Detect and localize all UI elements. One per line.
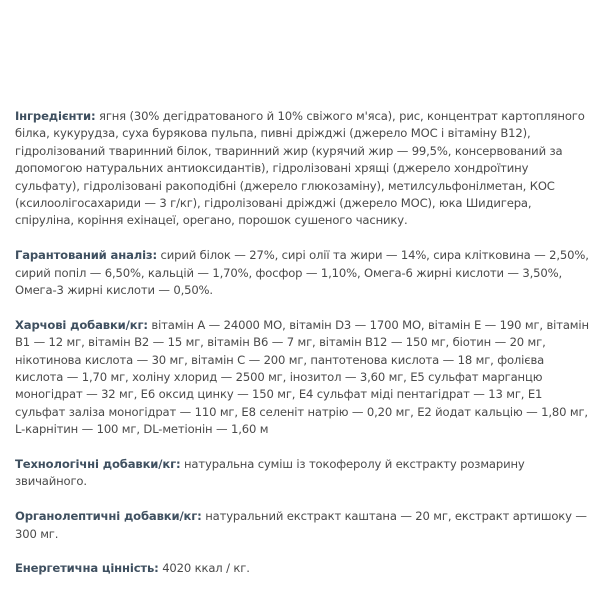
energy-value-label: Енергетична цінність: (15, 561, 159, 576)
guaranteed-analysis-paragraph (15, 247, 589, 299)
nutritional-additives-paragraph (15, 317, 589, 439)
ingredients-label: Інгредієнти: (15, 109, 96, 123)
nutritional-additives-text: вітамін A — 24000 МО, вітамін D3 — 1700 МО, вітамін E — 190 мг, вітамін В1 — 12 мг, вітамін В2 — 15 мг, вітамін В6 — 7 мг, вітамін В12 — 150 мг, біотин — 20 мг, нікотинова кислота — 30 мг, вітамін С — 200 мг, пантотенова кислота — 18 мг, фолієва кислота — 1,70 мг, холіну хлорид — 2500 мг, інозитол — 3,60 мг, E5 сульфат марганцю моногідрат — 32 мг, E6 оксид цинку — 150 мг, E4 сульфат міді пентагідрат — 13 мг, E1 сульфат заліза моногідрат — 110 мг, E8 селеніт натрію — 0,20 мг, E2 йодат кальцію — 1,80 мг, L-карнітин — 100 мг, DL-метіонін — 1,60 м (15, 317, 589, 437)
technological-additives-paragraph (15, 456, 589, 491)
product-composition (15, 108, 589, 595)
technological-additives-label: Технологічні добавки/кг: (15, 457, 181, 472)
guaranteed-analysis-label: Гарантований аналіз: (15, 248, 157, 263)
energy-value-text: 4020 ккал / кг. (158, 561, 250, 576)
energy-value-paragraph (15, 560, 589, 577)
sensory-additives-paragraph (15, 508, 589, 543)
technological-additives-text: натуральна суміш із токоферолу й екстракту розмарину звичайного. (15, 457, 525, 489)
sensory-additives-text: натуральний екстракт каштана — 20 мг, екстракт артишоку — 300 мг. (15, 509, 587, 541)
sensory-additives-label: Органолептичні добавки/кг: (15, 509, 202, 524)
ingredients-paragraph (15, 108, 589, 230)
ingredients-text: ягня (30% дегідратованого й 10% свіжого м'яса), рис, концентрат картопляного білка, кукурудза, суха бурякова пульпа, пивні дріжджі (джерело МОС і вітаміну В12), гідролізований тваринний білок, тваринний жир (курячий жир — 99,5%, консервований за допомогою натуральних антиоксидантів), гідролізовані хрящі (джерело хондроїтину сульфату), гідролізовані ракоподібні (джерело глюкозаміну), метилсульфонілметан, КОС (ксилоолігосахариди — 3 г/кг), гідролізовані дріжджі (джерело МОС), юка Шидигера, спіруліна, коріння ехінацеї, орегано, порошок сушеного часнику. (15, 109, 585, 228)
guaranteed-analysis-text: сирий білок — 27%, сирі олії та жири — 14%, сира клітковина — 2,50%, сирий попіл — 6,50%, кальцій — 1,70%, фосфор — 1,10%, Омега-6 жирні кислоти — 3,50%, Омега-3 жирні кислоти — 0,50%. (15, 248, 589, 298)
nutritional-additives-label: Харчові добавки/кг: (15, 317, 148, 332)
